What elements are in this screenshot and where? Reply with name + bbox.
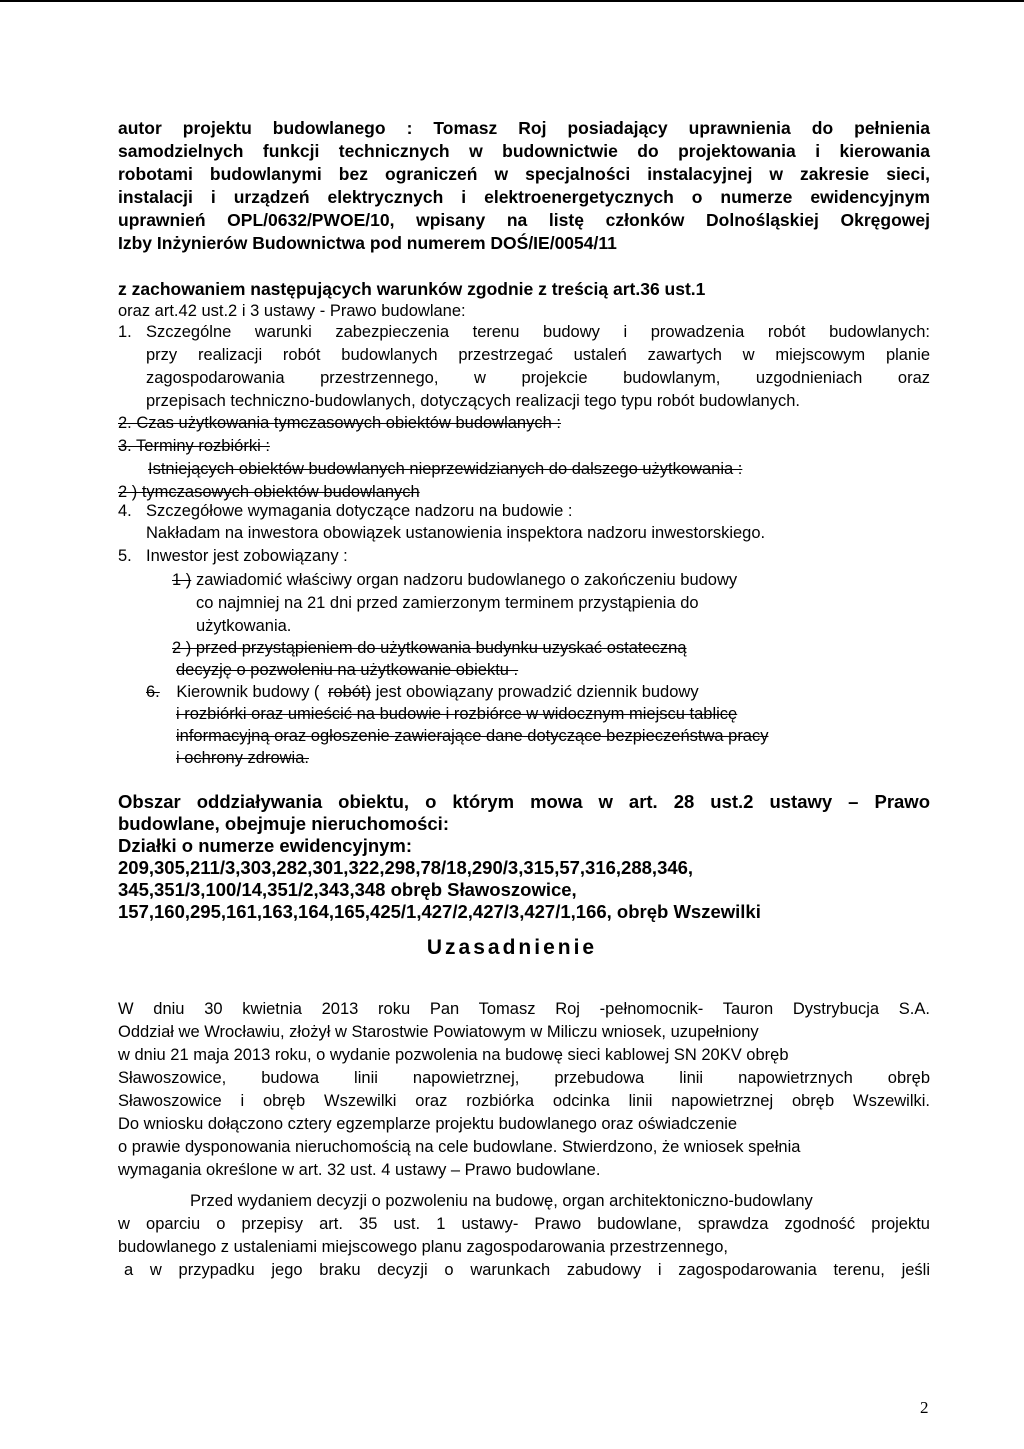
justification-line: w dniu 21 maja 2013 roku, o wydanie pozwolenia na budowę sieci kablowej SN 20KV obręb [118, 1046, 789, 1064]
item-5-sub1-line: zawiadomić właściwy organ nadzoru budowlanego o zakończeniu budowy [196, 571, 738, 589]
item-5-sub2-struck: decyzję o pozwoleniu na użytkowanie obiektu . [176, 661, 519, 679]
justification-line: W dniu 30 kwietnia 2013 roku Pan Tomasz Roj -pełnomocnik- Tauron Dystrybucja S.A. [118, 1000, 930, 1018]
item-3-struck: 3. Terminy rozbiórki : [118, 437, 270, 455]
item-6-struck-line: informacyjną oraz ogłoszenie zawierające dane dotyczące bezpieczeństwa pracy [176, 727, 769, 745]
item-5-sub1-number: 1 ) [172, 571, 192, 589]
area-parcels-line: 345,351/3,100/14,351/2,343,348 obręb Sławoszowice, [118, 879, 577, 900]
item-5-title: Inwestor jest zobowiązany : [146, 547, 348, 565]
item-5-sub1-line: użytkowania. [196, 617, 292, 635]
item-1-line: Szczególne warunki zabezpieczenia terenu budowy i prowadzenia robót budowlanych: [146, 323, 930, 341]
item-5-sub2-struck: 2 ) przed przystąpieniem do użytkowania budynku uzyskać ostateczną [172, 639, 687, 657]
intro-line: robotami budowlanymi bez ograniczeń w specjalności instalacyjnej w zakresie sieci, [118, 164, 930, 184]
justification-line: Sławoszowice, budowa linii napowietrznej, przebudowa linii napowietrznych obręb [118, 1069, 930, 1087]
item-1-line: przy realizacji robót budowlanych przestrzegać ustaleń zawartych w miejscowym planie [146, 346, 930, 364]
intro-line: autor projektu budowlanego : Tomasz Roj posiadający uprawnienia do pełnienia [118, 118, 930, 138]
item-6-text-b: jest obowiązany prowadzić dziennik budowy [375, 683, 699, 701]
item-1-number: 1. [118, 323, 132, 341]
area-parcels-line: 209,305,211/3,303,282,301,322,298,78/18,290/3,315,57,316,288,346, [118, 857, 694, 878]
justification-line: Sławoszowice i obręb Wszewilki oraz rozbiórka odcinka linii napowietrznej obręb Wszewilki. [118, 1092, 930, 1110]
justification-line: Oddział we Wrocławiu, złożył w Starostwie Powiatowym w Miliczu wniosek, uzupełniony [118, 1023, 759, 1041]
intro-line: instalacji i urządzeń elektrycznych i elektroenergetycznych o numerze ewidencyjnym [118, 187, 930, 207]
justification-line: Przed wydaniem decyzji o pozwoleniu na budowę, organ architektoniczno-budowlany [190, 1192, 813, 1210]
area-line: Działki o numerze ewidencyjnym: [118, 835, 413, 856]
item-6-number: 6. [146, 683, 160, 701]
conditions-lead-bold: z zachowaniem następujących warunków zgodnie z treścią art.36 ust.1 [118, 279, 706, 299]
justification-line: budowlanego z ustaleniami miejscowego planu zagospodarowania przestrzennego, [118, 1238, 728, 1256]
justification-line: a w przypadku jego braku decyzji o warunkach zabudowy i zagospodarowania terenu, jeśli [124, 1261, 930, 1279]
area-line: budowlane, obejmuje nieruchomości: [118, 813, 449, 834]
item-4-body: Nakładam na inwestora obowiązek ustanowienia inspektora nadzoru inwestorskiego. [146, 524, 766, 542]
item-6-struck-word: robót) [328, 683, 372, 701]
item-6-struck-line: i ochrony zdrowia. [176, 749, 309, 767]
justification-heading: Uzasadnienie [426, 936, 598, 959]
intro-line: samodzielnych funkcji technicznych w budownictwie do projektowania i kierowania [118, 141, 930, 161]
area-line: Obszar oddziaływania obiektu, o którym mowa w art. 28 ust.2 ustawy – Prawo [118, 791, 930, 812]
item-5-sub1-line: co najmniej na 21 dni przed zamierzonym terminem przystąpienia do [196, 594, 699, 612]
justification-line: o prawie dysponowania nieruchomością na cele budowlane. Stwierdzono, że wniosek spełnia [118, 1138, 801, 1156]
justification-line: wymagania określone w art. 32 ust. 4 ustawy – Prawo budowlane. [118, 1161, 601, 1179]
item-1-line: przepisach techniczno-budowlanych, dotyczących realizacji tego typu robót budowlanych. [146, 392, 800, 410]
item-4-title: Szczegółowe wymagania dotyczące nadzoru na budowie : [146, 502, 573, 520]
justification-line: Do wniosku dołączono cztery egzemplarze projektu budowlanego oraz oświadczenie [118, 1115, 738, 1133]
item-6-line [146, 683, 699, 702]
justification-line: w oparciu o przepisy art. 35 ust. 1 ustawy- Prawo budowlane, sprawdza zgodność projektu [118, 1215, 930, 1233]
item-5-number: 5. [118, 547, 132, 565]
intro-line: uprawnień OPL/0632/PWOE/10, wpisany na listę członków Dolnośląskiej Okręgowej [118, 210, 930, 230]
item-6-struck-line: i rozbiórki oraz umieścić na budowie i rozbiórce w widocznym miejscu tablicę [176, 705, 738, 723]
item-4-number: 4. [118, 502, 132, 520]
page-number: 2 [920, 1398, 929, 1417]
item-3-sub2-struck: 2 ) tymczasowych obiektów budowlanych [118, 483, 420, 501]
item-6-text-a: Kierownik budowy ( [176, 683, 320, 701]
item-3-sub1-struck: Istniejących obiektów budowlanych nieprzewidzianych do dalszego użytkowania : [148, 460, 743, 478]
intro-line: Izby Inżynierów Budownictwa pod numerem DOŚ/IE/0054/11 [118, 233, 617, 253]
area-parcels-line: 157,160,295,161,163,164,165,425/1,427/2,427/3,427/1,166, obręb Wszewilki [118, 901, 761, 922]
conditions-lead-normal: oraz art.42 ust.2 i 3 ustawy - Prawo budowlane: [118, 302, 466, 320]
item-2-struck: 2. Czas użytkowania tymczasowych obiektów budowlanych : [118, 414, 561, 432]
item-1-line: zagospodarowania przestrzennego, w projekcie budowlanym, uzgodnieniach oraz [146, 369, 930, 387]
